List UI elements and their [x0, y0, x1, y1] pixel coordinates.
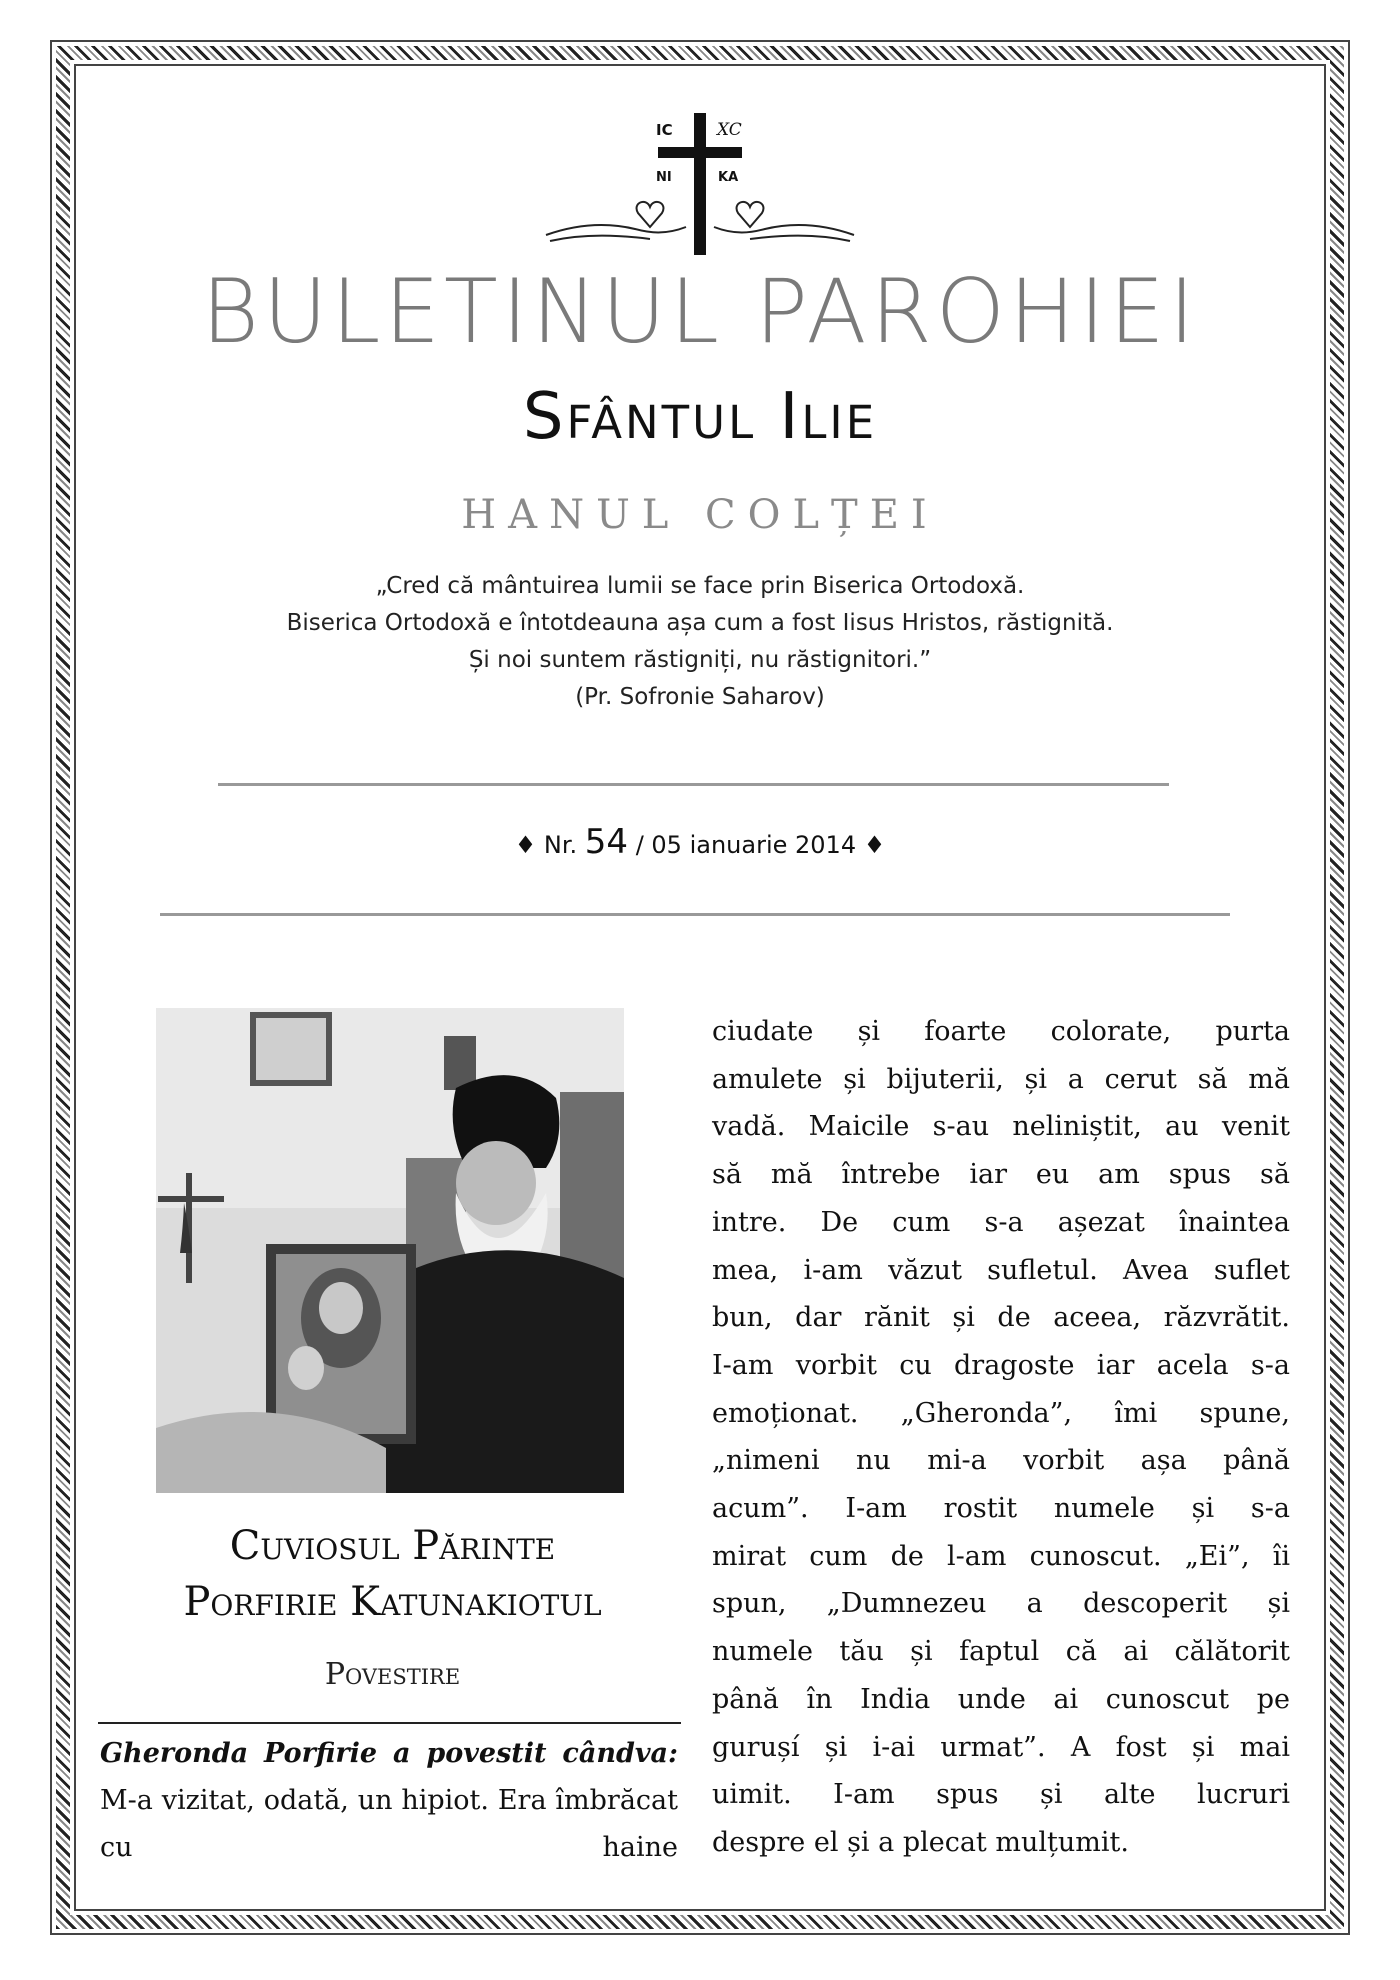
- issue-number: 54: [584, 822, 629, 862]
- article-line: să mă întrebe iar eu am spus să: [712, 1159, 1290, 1191]
- issue-date: / 05 ianuarie 2014 ♦: [628, 831, 886, 859]
- article-line: uimit. I-am spus și alte lucruri: [712, 1779, 1290, 1811]
- article-title-line-2: Porfirie Katunakiotul: [183, 1579, 602, 1625]
- cross-letter-xc: XC: [717, 120, 742, 140]
- article-line: despre el și a plecat mulțumit.: [712, 1826, 1129, 1858]
- quote-line: Și noi suntem răstigniți, nu răstignitori.”: [468, 647, 932, 673]
- article-line: intre. De cum s-a așezat înaintea: [712, 1206, 1290, 1238]
- article-lead: Gheronda Porfirie a povestit cândva:: [100, 1738, 678, 1769]
- cross-letter-ni: NI: [656, 170, 672, 185]
- article-text-left: M-a vizitat, odată, un hipiot. Era îmbrăcat cu haine: [100, 1785, 678, 1863]
- article-line: spun, „Dumnezeu a descoperit și: [712, 1588, 1290, 1620]
- parish-name: Sfântul Ilie: [522, 380, 878, 454]
- article-line: acum”. I-am rostit numele și s-a: [712, 1493, 1290, 1525]
- quote-line: „Cred că mântuirea lumii se face prin Biserica Ortodoxă.: [375, 573, 1025, 599]
- issue-line: [0, 822, 1400, 862]
- article-line: amulete și bijuterii, și a cerut să mă: [712, 1063, 1290, 1095]
- article-body-left: [100, 1730, 678, 1871]
- cross-emblem: [540, 105, 860, 255]
- article-kicker: Povestire: [324, 1657, 461, 1692]
- article-line: până în India unde ai cunoscut pe: [712, 1683, 1290, 1715]
- divider-top: [218, 783, 1169, 786]
- article-line: ciudate și foarte colorate, purta: [712, 1016, 1290, 1047]
- article-line: „nimeni nu mi-a vorbit așa până: [712, 1445, 1290, 1477]
- bulletin-title: BULETINUL PAROHIEI: [201, 260, 1199, 363]
- cross-letter-ic: IC: [656, 121, 673, 139]
- quote-author: (Pr. Sofronie Saharov): [575, 684, 825, 710]
- quote-line: Biserica Ortodoxă e întotdeauna așa cum a fost Iisus Hristos, răstignită.: [286, 610, 1114, 636]
- article-line: vadă. Maicile s-au neliniștit, au venit: [712, 1111, 1290, 1143]
- article-line: emoționat. „Gheronda”, îmi spune,: [712, 1397, 1290, 1429]
- article-line: numele tău și faptul că ai călătorit: [712, 1636, 1290, 1668]
- article-rule: [98, 1722, 681, 1724]
- motto-quote: [0, 568, 1400, 716]
- article-line: bun, dar rănit și de aceea, răzvrătit.: [712, 1302, 1290, 1334]
- divider-bottom: [160, 913, 1230, 916]
- article-line: I-am vorbit cu dragoste iar acela s-a: [712, 1349, 1290, 1381]
- article-photo: [156, 1008, 624, 1493]
- issue-prefix: ♦ Nr.: [514, 831, 585, 859]
- article-body-right: [712, 1008, 1290, 1867]
- article-line: mirat cum de l-am cunoscut. „Ei”, îi: [712, 1540, 1290, 1572]
- article-line: gurușí și i-ai urmat”. A fost și mai: [712, 1731, 1290, 1763]
- elder-portrait-image: [156, 1008, 624, 1493]
- article-line: mea, i-am văzut sufletul. Avea suflet: [712, 1254, 1290, 1286]
- article-title-line-1: Cuviosul Părinte: [229, 1523, 556, 1569]
- cross-letter-ka: KA: [718, 170, 739, 185]
- cross-icon: [540, 105, 860, 255]
- parish-location: HANUL COLȚEI: [461, 492, 939, 538]
